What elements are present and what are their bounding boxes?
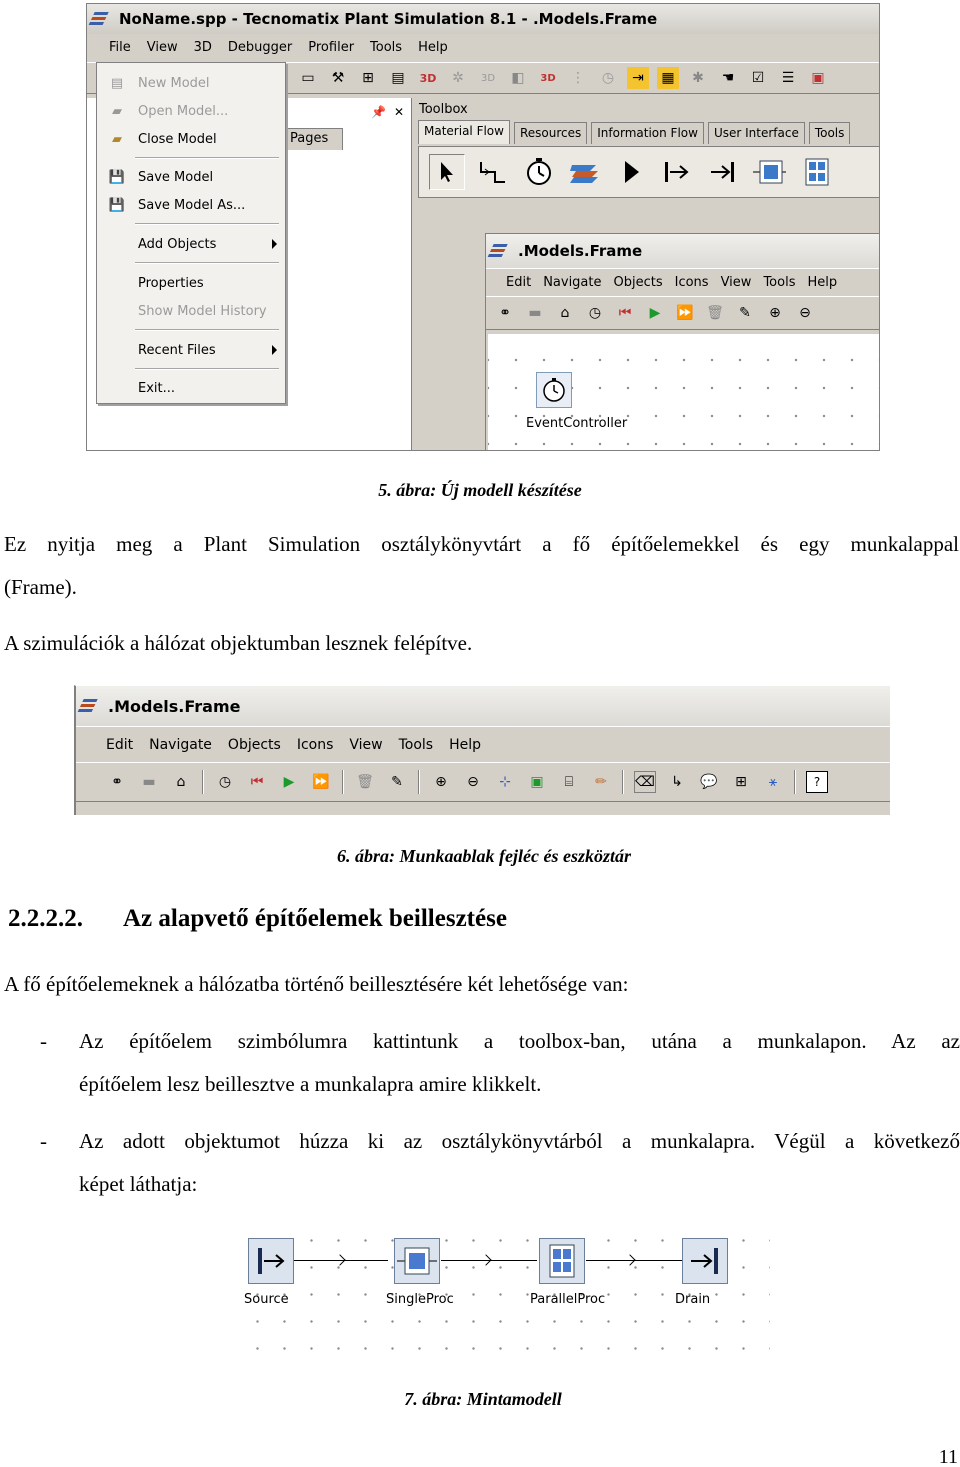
toolbar-debug-icon[interactable]: ▦	[657, 67, 679, 89]
bullet-2-line-2: képet láthatja:	[79, 1172, 198, 1196]
menu-item-save-model[interactable]: 💾 Save Model	[108, 169, 214, 185]
frame-title: .Models.Frame	[108, 696, 241, 716]
toolbar-clock-icon[interactable]: ◷	[601, 70, 615, 86]
paragraph-2: A szimulációk a hálózat objektumban lesznek felépítve.	[4, 631, 473, 655]
menu-tools[interactable]: Tools	[370, 40, 403, 55]
drain-label: Drain	[675, 1292, 711, 1307]
menu-item-close-model[interactable]: ▰ Close Model	[97, 127, 285, 151]
connector-icon[interactable]: ↳	[671, 774, 683, 790]
tab-user-interface[interactable]: User Interface	[708, 122, 805, 144]
connector-arrow-icon	[624, 1254, 635, 1265]
pointer-icon[interactable]	[429, 154, 465, 190]
trash-icon[interactable]: 🗑	[706, 305, 724, 321]
drain-icon	[688, 1246, 722, 1276]
frame-menu-view[interactable]: View	[349, 736, 383, 753]
tab-information-flow[interactable]: Information Flow	[591, 122, 704, 144]
connector-icon[interactable]	[475, 154, 511, 190]
tab-resources[interactable]: Resources	[514, 122, 587, 144]
frame-menubar	[76, 726, 890, 762]
toolbar-check-icon[interactable]: ☑	[751, 70, 765, 86]
frame-canvas[interactable]	[488, 334, 880, 451]
menu-item-save-model-as[interactable]: 💾 Save Model As...	[108, 197, 246, 213]
rewind-icon[interactable]: ⏮	[250, 774, 264, 790]
toolbar-3dlog-icon[interactable]: 3D	[540, 72, 556, 84]
bullet-1-line-2: építőelem lesz beillesztve a munkalapra amire klikkelt.	[79, 1072, 542, 1096]
frame-menubar	[486, 268, 880, 296]
toolbar-separator	[622, 770, 624, 794]
frame-menu-edit[interactable]: Edit	[506, 275, 532, 290]
main-menubar	[87, 34, 879, 62]
home-icon[interactable]: ⌂	[560, 305, 570, 321]
frame-menu-tools[interactable]: Tools	[398, 736, 434, 753]
bullet-1-mark: -	[40, 1029, 47, 1053]
bullet-2-line-1: Az adott objektumot húzza ki az osztálykönyvtárból a munkalapra. Végül a következő	[79, 1129, 960, 1153]
menu-separator	[135, 329, 279, 331]
figure-5-caption: 5. ábra: Új modell készítése	[378, 480, 582, 500]
figure-5-screenshot	[86, 3, 880, 451]
frame-menu-view[interactable]: View	[720, 275, 752, 290]
source-label: Source	[244, 1292, 289, 1307]
menu-item-add-objects[interactable]: Add Objects	[97, 232, 285, 256]
bullet-2-mark: -	[40, 1129, 47, 1153]
frame-menu-help[interactable]: Help	[449, 736, 482, 753]
toolbar-3d-off-icon[interactable]: ✲	[452, 70, 464, 86]
pane-header	[282, 102, 410, 122]
home-icon[interactable]: ⌂	[176, 774, 186, 790]
figure-6-screenshot	[74, 685, 890, 815]
frame-toolbar	[486, 296, 880, 330]
frame-titlebar	[486, 234, 880, 268]
menu-3d[interactable]: 3D	[193, 40, 212, 55]
figure-6-caption: 6. ábra: Munkaablak fejléc és eszköztár	[337, 846, 631, 866]
event-controller-object[interactable]	[536, 372, 572, 408]
paragraph-1-line-1: Ez nyitja meg a Plant Simulation osztálykönyvtárt a fő építőelemekkel és egy munkalappal	[4, 532, 959, 556]
toolbar-3d-icon[interactable]: 3D	[419, 71, 437, 85]
parallelproc-icon[interactable]	[797, 154, 833, 190]
zoom-out-icon[interactable]: ⊖	[799, 305, 811, 321]
tab-pages[interactable]: Pages	[283, 128, 343, 150]
menu-file[interactable]: File	[109, 40, 131, 55]
frame-menu-tools[interactable]: Tools	[763, 275, 796, 290]
app-icon	[93, 10, 111, 28]
network-icon[interactable]: ⚹	[768, 774, 778, 790]
menu-separator	[135, 157, 279, 159]
frame-menu-icons[interactable]: Icons	[296, 736, 334, 753]
parallelproc-object[interactable]	[539, 1238, 585, 1284]
frame-window	[485, 233, 880, 451]
bullet-1-line-1: Az építőelem szimbólumra kattintunk a toolbox-ban, utána a munkalapon. Az az	[79, 1029, 960, 1053]
drain-icon[interactable]	[705, 154, 741, 190]
menu-profiler[interactable]: Profiler	[308, 40, 355, 55]
window-title: NoName.spp - Tecnomatix Plant Simulation 8.1 - .Models.Frame	[119, 10, 658, 28]
paragraph-1-line-2: (Frame).	[4, 575, 77, 599]
toolbar-3d-grey-icon[interactable]: 3D	[480, 72, 496, 84]
connector-arrow-icon	[480, 1254, 491, 1265]
section-title: Az alapvető építőelemek beillesztése	[123, 905, 507, 932]
toolbar-bug-icon[interactable]: ✱	[692, 70, 704, 86]
source-object[interactable]	[248, 1238, 294, 1284]
menu-view[interactable]: View	[146, 40, 178, 55]
figure-7-model	[236, 1222, 770, 1352]
menu-debugger[interactable]: Debugger	[227, 40, 293, 55]
event-controller-label: EventController	[526, 416, 628, 431]
toolbar-layers-icon[interactable]: ▤	[391, 70, 405, 86]
toolbar-cursor-icon[interactable]: ☚	[721, 70, 735, 86]
menu-item-recent-files[interactable]: Recent Files	[97, 338, 285, 362]
binoculars-icon[interactable]: ⚭	[111, 774, 123, 790]
zoom-in-icon[interactable]: ⊕	[769, 305, 781, 321]
parallelproc-label: ParallelProc	[530, 1292, 606, 1307]
fast-forward-icon[interactable]: ⏩	[312, 774, 330, 790]
intro-paragraph: A fő építőelemeknek a hálózatba történő beillesztésére két lehetősége van:	[4, 972, 629, 996]
connector-arrow-icon	[334, 1254, 345, 1265]
frame-menu-objects[interactable]: Objects	[227, 736, 281, 753]
menu-item-open-model[interactable]: ▰ Open Model...	[97, 99, 285, 123]
broom-icon[interactable]: ✎	[739, 305, 751, 321]
tab-material-flow[interactable]: Material Flow	[418, 120, 510, 144]
frame-titlebar	[76, 686, 890, 726]
help-icon[interactable]: ?	[806, 771, 828, 793]
folder-icon[interactable]: ▬	[142, 774, 156, 790]
toolbar-step-icon[interactable]: ⇥	[627, 67, 649, 89]
toolbar-separator	[202, 770, 204, 794]
toolbox-label: Toolbox	[419, 102, 468, 117]
toolbar-hammer-icon[interactable]: ⚒	[331, 70, 345, 86]
pin-icon[interactable]: 📌	[370, 105, 386, 119]
parallelproc-icon	[542, 1243, 582, 1279]
toolbar-separator	[418, 770, 420, 794]
toolbox-panel	[414, 98, 880, 218]
trash-icon[interactable]: 🗑	[356, 774, 374, 790]
menu-item-exit[interactable]: Exit...	[138, 380, 176, 396]
play-icon[interactable]: ▶	[283, 774, 295, 790]
close-pane-icon[interactable]: ✕	[393, 105, 404, 119]
zoom-out-icon[interactable]: ⊖	[467, 774, 479, 790]
toolbar-separator	[794, 770, 796, 794]
singleproc-object[interactable]	[394, 1238, 440, 1284]
toolbox-tabs	[418, 122, 850, 144]
singleproc-icon	[397, 1244, 437, 1278]
icon-editor-icon[interactable]: ⌸	[564, 774, 574, 790]
binoculars-icon[interactable]: ⚭	[499, 305, 511, 321]
menu-item-properties[interactable]: Properties	[138, 275, 204, 291]
frame-menu-navigate[interactable]: Navigate	[149, 736, 212, 753]
section-number: 2.2.2.2.	[8, 905, 83, 932]
background-icon[interactable]: ▣	[530, 774, 544, 790]
menu-item-new-model[interactable]: ▤ New Model	[97, 71, 285, 95]
folder-icon[interactable]: ▬	[528, 305, 542, 321]
clock-icon[interactable]: ◷	[218, 774, 232, 790]
zoom-in-icon[interactable]: ⊕	[435, 774, 447, 790]
frame-menu-navigate[interactable]: Navigate	[543, 275, 602, 290]
new-model-icon: ▤	[110, 75, 124, 91]
menu-separator	[135, 368, 279, 370]
toolbar-cube-icon[interactable]: ◧	[511, 70, 525, 86]
toolbox-icons	[418, 146, 880, 198]
frame-menu-icons[interactable]: Icons	[674, 275, 709, 290]
toolbar-window-icon[interactable]: ▭	[301, 70, 315, 86]
singleproc-label: SingleProc	[386, 1292, 454, 1307]
menu-separator	[135, 262, 279, 264]
save-as-icon: 💾	[108, 197, 126, 213]
rewind-icon[interactable]: ⏮	[618, 305, 632, 321]
toolbar-list-icon[interactable]: ☰	[781, 70, 795, 86]
save-icon: 💾	[108, 169, 126, 185]
menu-help[interactable]: Help	[418, 40, 448, 55]
window-titlebar	[87, 4, 879, 34]
toolbar-dots-icon[interactable]: ⋮	[571, 70, 585, 86]
toolbar-separator	[342, 770, 344, 794]
frame-menu-help[interactable]: Help	[807, 275, 838, 290]
eraser-icon[interactable]: ⌫	[634, 771, 656, 793]
submenu-arrow-icon	[272, 345, 277, 355]
open-folder-icon: ▰	[112, 103, 122, 119]
singleproc-icon[interactable]	[751, 154, 787, 190]
play-icon[interactable]: ▶	[649, 305, 661, 321]
fast-forward-icon[interactable]: ⏩	[676, 305, 694, 321]
toolbar-network-icon[interactable]: ⊞	[362, 70, 374, 86]
submenu-arrow-icon	[272, 239, 277, 249]
menu-item-show-model-history[interactable]: Show Model History	[138, 303, 267, 319]
figure-7-caption: 7. ábra: Mintamodell	[404, 1389, 562, 1409]
file-menu-dropdown	[96, 62, 286, 404]
tab-tools[interactable]: Tools	[809, 122, 851, 144]
frame-toolbar	[76, 762, 890, 802]
frame-title: .Models.Frame	[518, 242, 643, 260]
grid-icon[interactable]: ⊞	[735, 774, 747, 790]
select-icon[interactable]: ⊹	[499, 774, 511, 790]
menu-separator	[135, 223, 279, 225]
frame-icon-small	[492, 242, 510, 260]
broom-icon[interactable]: ✎	[391, 774, 403, 790]
comment-icon[interactable]: 💬	[700, 774, 718, 790]
event-controller-icon[interactable]	[521, 154, 557, 190]
frame-icon[interactable]	[567, 154, 603, 190]
source-icon	[254, 1246, 288, 1276]
clock-icon[interactable]: ◷	[588, 305, 602, 321]
frame-menu-edit[interactable]: Edit	[106, 736, 134, 753]
page-number: 11	[938, 1446, 958, 1467]
close-folder-icon: ▰	[112, 131, 122, 147]
pencil-icon[interactable]: ✏	[595, 774, 607, 790]
source-icon[interactable]	[659, 154, 695, 190]
entity-icon[interactable]	[613, 154, 649, 190]
drain-object[interactable]	[682, 1238, 728, 1284]
frame-icon-small	[82, 697, 100, 715]
frame-menu-objects[interactable]: Objects	[613, 275, 663, 290]
toolbar-chart-icon[interactable]: ▣	[811, 70, 825, 86]
